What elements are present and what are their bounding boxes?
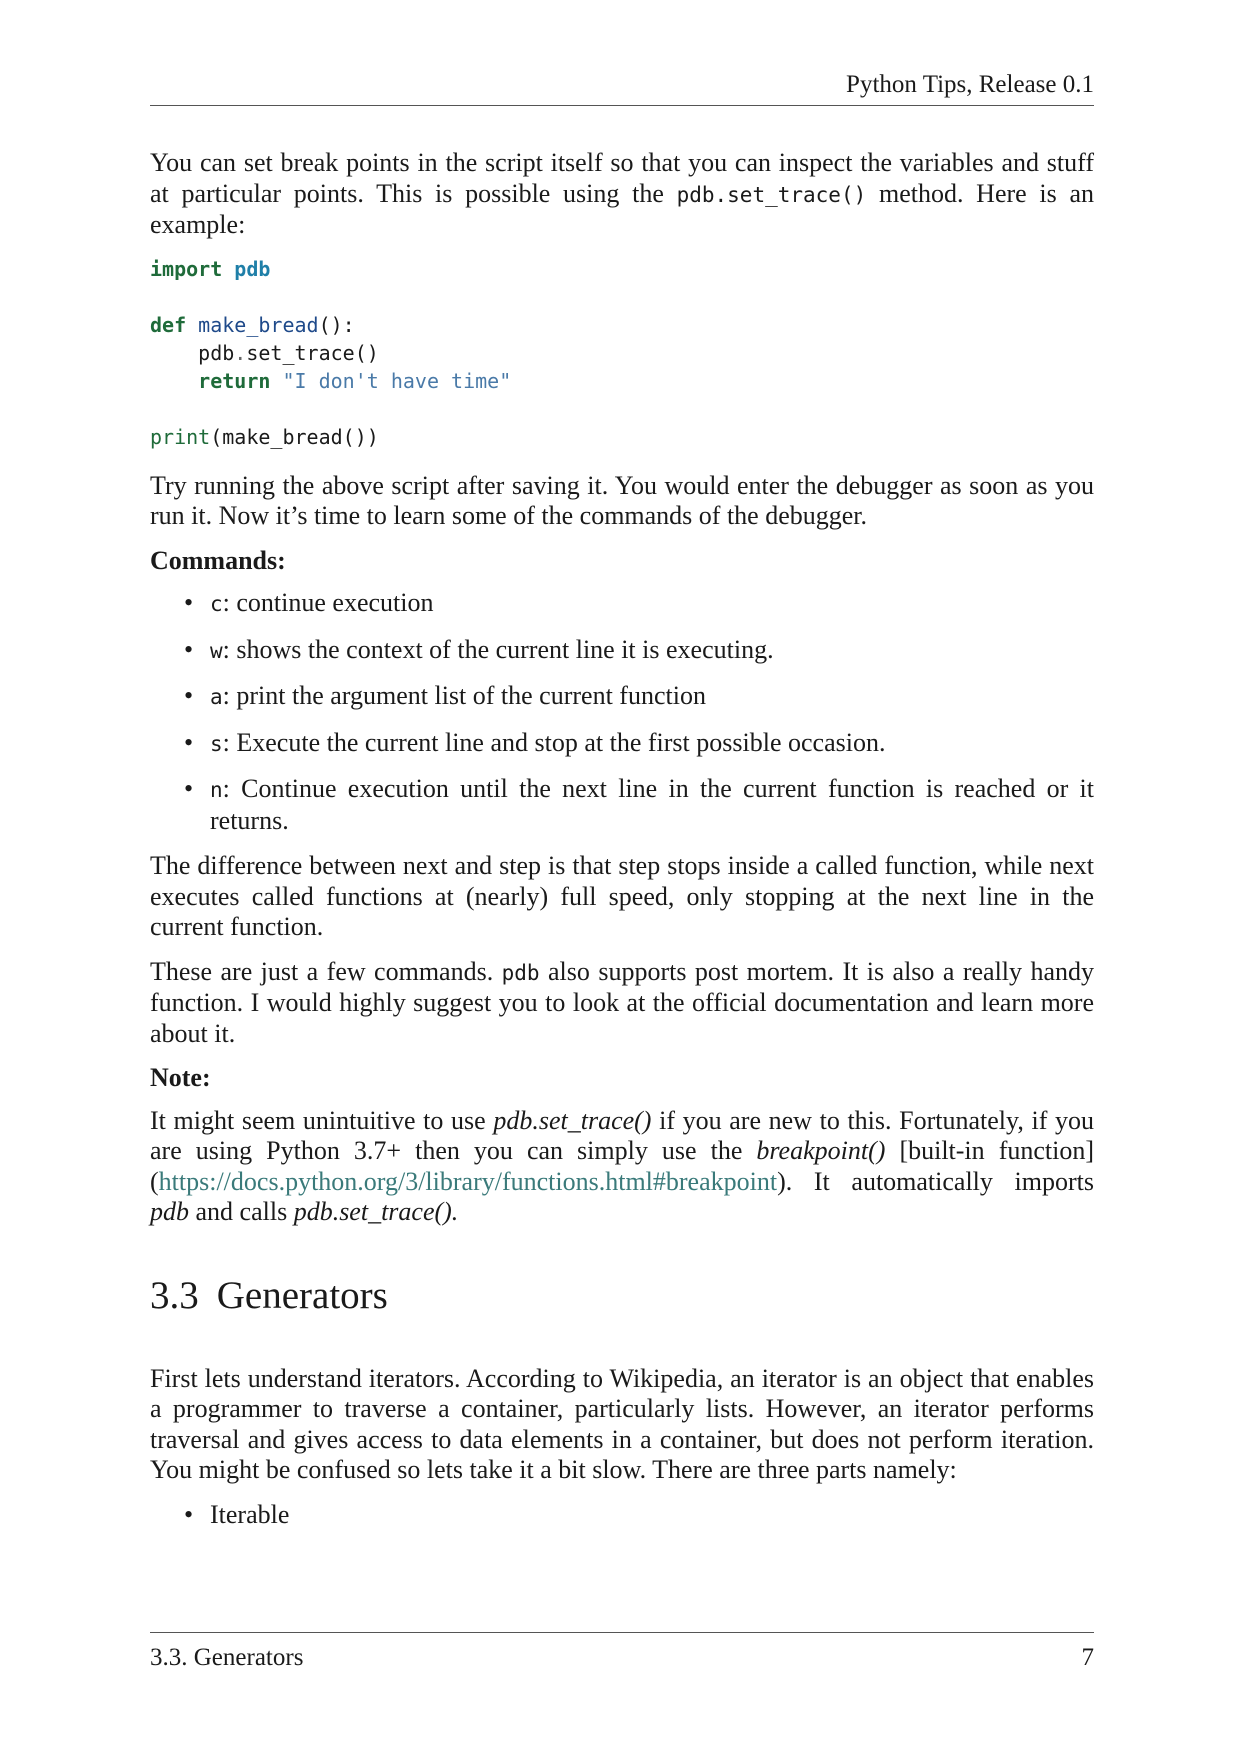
list-item [150, 1500, 1094, 1531]
command-key: w [210, 638, 223, 663]
command-key: n [210, 778, 223, 802]
command-key: s [210, 731, 223, 756]
code-print-args: (make_bread()) [210, 424, 379, 449]
list-item [150, 681, 1094, 713]
code-block [150, 255, 1094, 451]
section-title: Generators [216, 1273, 388, 1317]
command-desc: : Execute the current line and stop at the first possible occasion. [222, 727, 886, 757]
list-item [150, 728, 1094, 760]
command-key: c [210, 592, 223, 616]
difference-paragraph: The difference between next and step is that step stops inside a called function, while next executes called functions at (nearly) full speed, only stopping at the next line in the current function. [150, 851, 1094, 941]
part-label: Iterable [210, 1499, 290, 1529]
code-builtin-print: print [150, 424, 211, 449]
command-desc: : continue execution [222, 588, 434, 617]
few-text-a: These are just a few commands. [150, 956, 502, 986]
intro-text-b: method. Here is an example: [150, 178, 1094, 239]
note-emphasis-pdb: pdb [150, 1197, 189, 1226]
intro-text-a: You can set break points in the script itself so that you can inspect the variables and stuff at particular points. This is possible using the [150, 148, 1094, 208]
few-text-b: also supports post mortem. It is also a really handy function. I would highly suggest you to look at the official documentation and learn more about it. [150, 956, 1094, 1048]
code-string: "I don't have time" [282, 368, 512, 393]
note-text: and calls [189, 1197, 294, 1226]
note-emphasis-set-trace: pdb.set_trace() [493, 1105, 652, 1135]
code-keyword-def: def [150, 312, 187, 337]
code-keyword-return: return [198, 368, 271, 393]
list-item [150, 774, 1094, 836]
note-text: It might seem unintuitive to use [150, 1105, 494, 1135]
command-desc: : print the argument list of the current function [222, 681, 706, 710]
code-pdb-object: pdb [198, 340, 235, 365]
code-def-parens: (): [318, 312, 355, 337]
command-desc: : shows the context of the current line it is executing. [222, 634, 774, 664]
running-header [150, 70, 1094, 106]
note-text: ). It automatically imports [777, 1166, 1094, 1196]
page-number: 7 [1081, 1644, 1094, 1671]
code-keyword-import: import [150, 256, 223, 281]
note-emphasis-breakpoint: breakpoint() [756, 1136, 886, 1165]
commands-label: Commands: [150, 545, 286, 575]
parts-list [150, 1500, 1094, 1531]
intro-paragraph [150, 148, 1094, 241]
code-function-name: make_bread [198, 312, 319, 337]
section-number: 3.3 [150, 1273, 199, 1317]
code-module-pdb: pdb [234, 256, 271, 281]
code-dot: . [234, 340, 247, 365]
running-footer [150, 1632, 1094, 1671]
list-item [150, 635, 1094, 667]
note-emphasis-pdb-set-trace: pdb.set_trace(). [293, 1197, 459, 1226]
code-set-trace-call: set_trace() [246, 340, 379, 365]
commands-list [150, 588, 1094, 836]
after-code-paragraph: Try running the above script after saving it. You would enter the debugger as soon as you run it. Now it’s time to learn some of the commands of the debugger. [150, 470, 1094, 530]
command-key: a [210, 685, 223, 709]
page-content [150, 148, 1094, 1545]
note-text: if you are new to this. Fortunately, if you are using Python 3.7+ then you can simply use the [150, 1105, 1094, 1165]
inline-code-pdb: pdb [501, 960, 540, 985]
list-item [150, 588, 1094, 620]
generators-paragraph: First lets understand iterators. According to Wikipedia, an iterator is an object that enables a programmer to traverse a container, particularly lists. However, an iterator performs traversal and gives access to data elements in a container, but does not perform iteration. You might be confused so lets take it a bit slow. There are three parts namely: [150, 1363, 1094, 1484]
header-title: Python Tips, Release 0.1 [846, 71, 1094, 98]
inline-code-set-trace: pdb.set_trace() [676, 182, 867, 207]
docs-link[interactable]: https://docs.python.org/3/library/functions.html#breakpoint [158, 1166, 778, 1196]
note-paragraph [150, 1106, 1094, 1228]
section-heading [150, 1274, 1094, 1318]
note-text: [built-in function]( [150, 1136, 1095, 1196]
note-label: Note: [150, 1063, 211, 1092]
command-desc: : Continue execution until the next line in the current function is reached or it returns. [210, 774, 1094, 835]
footer-section: 3.3. Generators [150, 1644, 304, 1671]
few-commands-paragraph [150, 957, 1094, 1050]
